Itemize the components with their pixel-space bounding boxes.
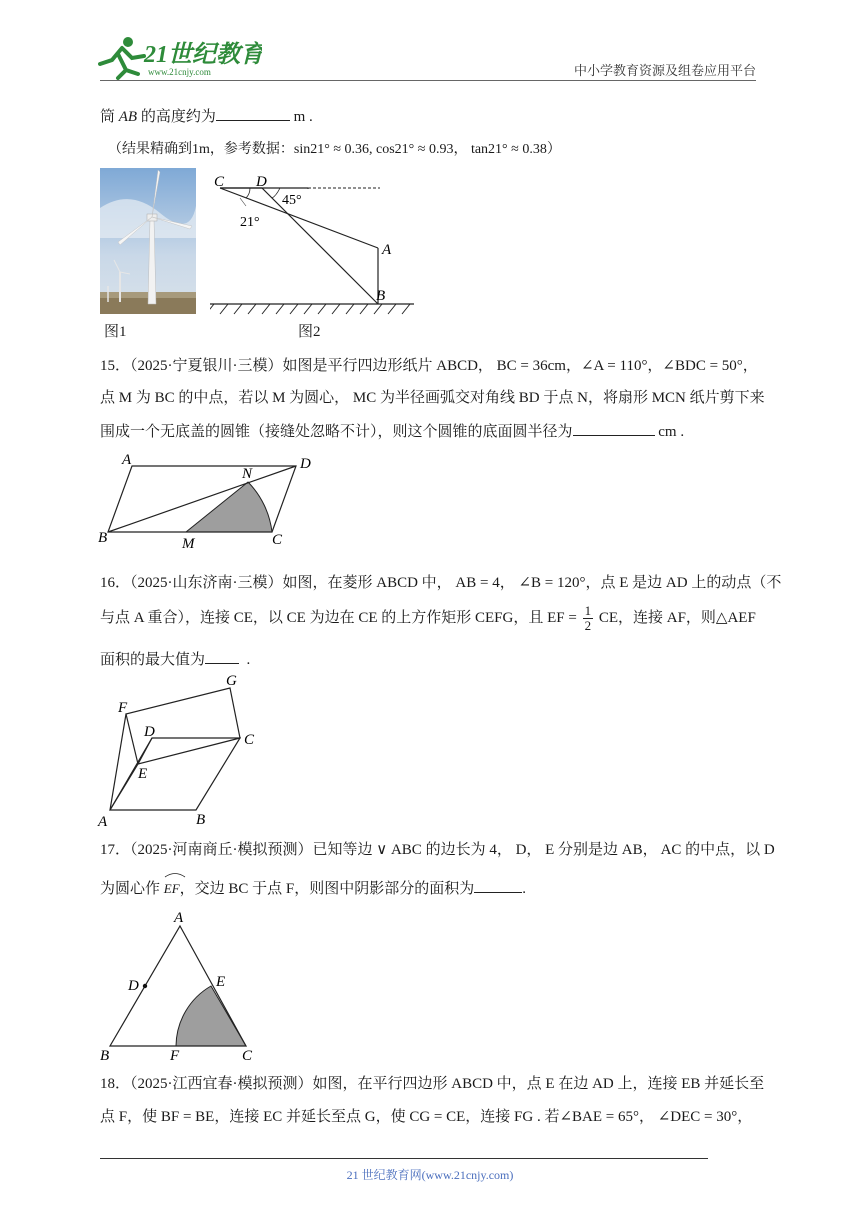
- fig1-caption: 图1: [104, 324, 127, 340]
- wind-turbine-photo: [100, 168, 196, 314]
- fig2-caption: 图2: [298, 324, 321, 340]
- q15-line2: 点 M 为 BC 的中点，若以 M 为圆心， MC 为半径画弧交对角线 BD 于点 N，将扇形 MCN 纸片剪下来: [100, 390, 765, 406]
- label-C: C: [214, 174, 225, 190]
- label-G: G: [226, 673, 237, 689]
- label-F: F: [170, 1048, 180, 1064]
- label-C: C: [244, 732, 255, 748]
- label-D: D: [256, 174, 267, 190]
- label-F: F: [118, 700, 128, 716]
- label-E: E: [216, 974, 226, 990]
- q16-line3: 面积的最大值为 .: [100, 647, 250, 671]
- label-D: D: [128, 978, 139, 994]
- label-A: A: [98, 814, 108, 830]
- q15-line3: 围成一个无底盖的圆锥（接缝处忽略不计），则这个圆锥的底面圆半径为 cm .: [100, 419, 684, 443]
- angle-45: 45°: [282, 193, 302, 208]
- answer-blank[interactable]: [205, 647, 239, 664]
- fraction-one-half: $\frac{1}{2}$: [584, 603, 592, 633]
- label-B: B: [98, 530, 108, 546]
- label-N: N: [242, 466, 253, 482]
- angle-21: 21°: [240, 215, 260, 230]
- ground-hatching: [210, 304, 410, 314]
- q16-line2: 与点 A 重合），连接 CE，以 CE 为边在 CE 的上方作矩形 CEFG，且 EF = $\frac{1}{2}$ CE，连接 AF，则△AEF: [100, 603, 756, 633]
- label-B: B: [376, 288, 386, 304]
- site-logo: [92, 34, 262, 80]
- footer-divider: [100, 1158, 708, 1159]
- label-A: A: [122, 452, 132, 468]
- label-B: B: [100, 1048, 110, 1064]
- q16-figure: [96, 670, 266, 830]
- label-C: C: [272, 532, 283, 548]
- header-tagline: 中小学教育资源及组卷应用平台: [573, 63, 756, 78]
- label-B: B: [196, 812, 206, 828]
- q15-figure: [96, 452, 322, 552]
- answer-blank[interactable]: [573, 419, 655, 436]
- label-A: A: [382, 242, 392, 258]
- label-D: D: [144, 724, 155, 740]
- label-D: D: [300, 456, 311, 472]
- logo-text: 21世纪教育: [144, 42, 262, 68]
- label-C: C: [242, 1048, 253, 1064]
- q14-line1: 筒 AB 的高度约为 m .: [100, 104, 313, 128]
- label-M: M: [182, 536, 195, 552]
- runner-icon: [100, 37, 144, 78]
- header-divider: [100, 80, 756, 81]
- q17-line1: 17．（2025·河南商丘·模拟预测）已知等边 ∨ ABC 的边长为 4， D， E 分别是边 AB， AC 的中点，以 D: [100, 842, 775, 858]
- q14-reference-data: （结果精确到1m，参考数据：sin21° ≈ 0.36, cos21° ≈ 0.93， tan21° ≈ 0.38）: [108, 142, 561, 157]
- q18-line1: 18．（2025·江西宜春·模拟预测）如图，在平行四边形 ABCD 中，点 E 在边 AD 上，连接 EB 并延长至: [100, 1076, 765, 1092]
- arc-EF-symbol: EF: [164, 874, 180, 900]
- q17-line2: 为圆心作 EF，交边 BC 于点 F，则图中阴影部分的面积为 .: [100, 874, 526, 900]
- label-E: E: [138, 766, 148, 782]
- answer-blank[interactable]: [216, 104, 290, 121]
- q18-line2: 点 F，使 BF = BE，连接 EC 并延长至点 G，使 CG = CE，连接 FG . 若∠BAE = 65°， ∠DEC = 30°，: [100, 1109, 753, 1125]
- q14-figure2: [210, 172, 420, 318]
- label-A: A: [174, 910, 184, 926]
- q15-line1: 15．（2025·宁夏银川·三模）如图是平行四边形纸片 ABCD， BC = 36cm，∠A = 110°，∠BDC = 50°，: [100, 358, 758, 374]
- logo-url: www.21cnjy.com: [148, 67, 211, 77]
- q16-line1: 16．（2025·山东济南·三模）如图，在菱形 ABCD 中， AB = 4， ∠B = 120°，点 E 是边 AD 上的动点（不: [100, 575, 782, 591]
- q17-figure: [96, 908, 262, 1064]
- footer-link[interactable]: 21 世纪教育网(www.21cnjy.com): [346, 1168, 514, 1182]
- answer-blank[interactable]: [474, 876, 522, 893]
